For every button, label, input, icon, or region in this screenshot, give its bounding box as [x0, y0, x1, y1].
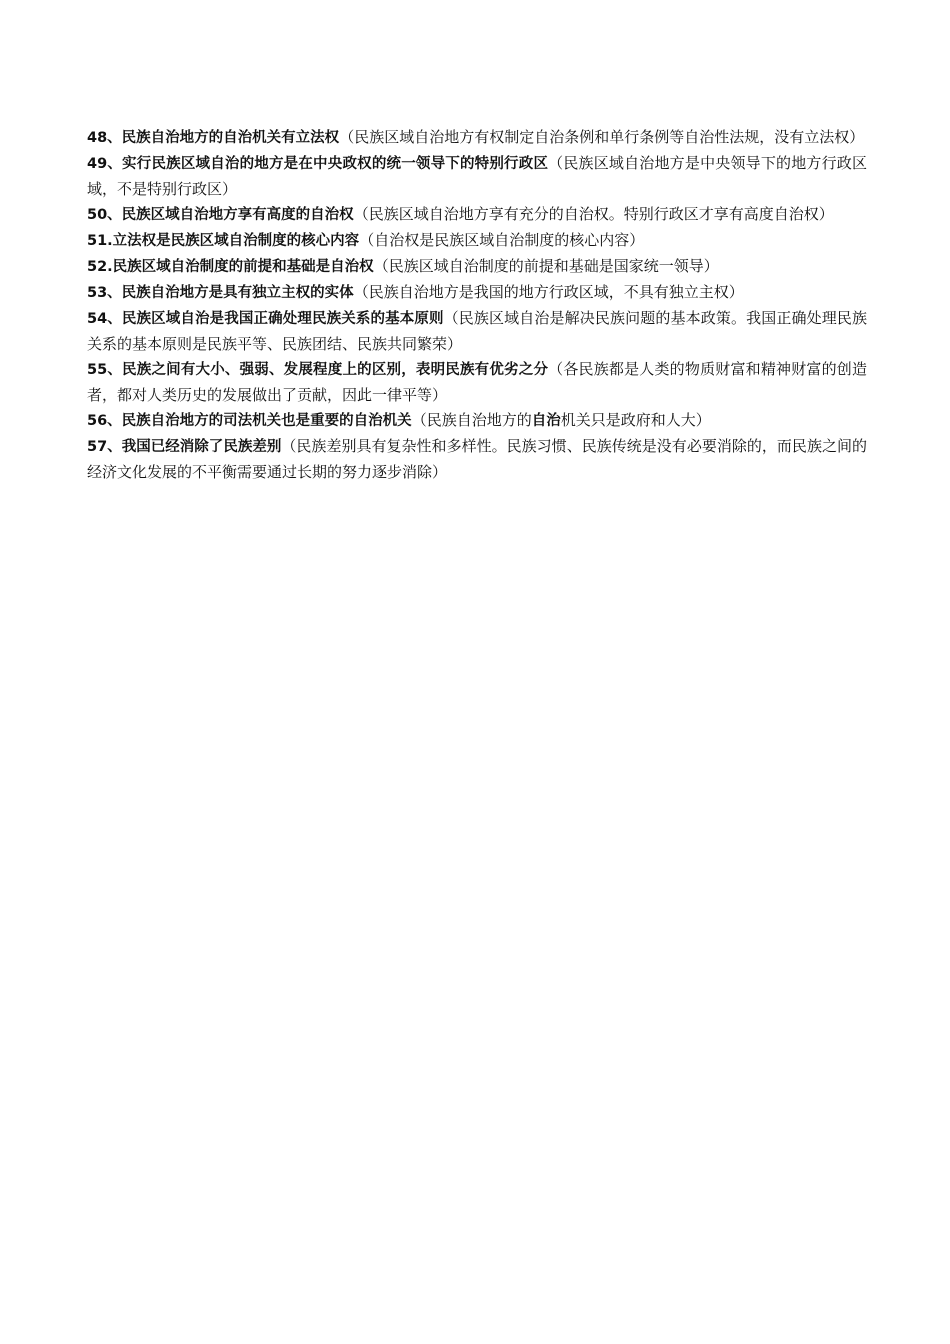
list-item-52 — [87, 254, 867, 280]
list-item-49 — [87, 151, 867, 202]
item-explanation: （民族区域自治制度的前提和基础是国家统一领导） — [373, 257, 719, 275]
item-statement: 48、民族自治地方的自治机关有立法权 — [87, 130, 340, 146]
list-item-56 — [87, 408, 867, 434]
list-item-53 — [87, 280, 867, 306]
item-explanation: （各民族都是人类的物质财富和精神财富的创造者，都对人类历史的发展做出了贡献，因此一律平等） — [87, 360, 867, 404]
item-explanation-emphasis: 自治 — [531, 413, 561, 429]
item-statement: 55、民族之间有大小、强弱、发展程度上的区别，表明民族有优劣之分 — [87, 362, 549, 378]
item-statement: 50、民族区域自治地方享有高度的自治权 — [87, 207, 354, 223]
list-item-50 — [87, 202, 867, 228]
item-explanation-part: （民族自治地方的 — [411, 411, 532, 429]
item-explanation-part: 机关只是政府和人大） — [560, 411, 711, 429]
item-explanation: （民族区域自治地方是中央领导下的地方行政区域，不是特别行政区） — [87, 154, 867, 198]
item-explanation: （民族区域自治是解决民族问题的基本政策。我国正确处理民族关系的基本原则是民族平等、民族团结、民族共同繁荣） — [87, 309, 867, 353]
item-explanation: （民族区域自治地方有权制定自治条例和单行条例等自治性法规，没有立法权） — [339, 128, 865, 146]
list-item-48 — [87, 125, 867, 151]
item-explanation: （民族差别具有复杂性和多样性。民族习惯、民族传统是没有必要消除的，而民族之间的经济文化发展的不平衡需要通过长期的努力逐步消除） — [87, 437, 867, 481]
item-statement: 49、实行民族区域自治的地方是在中央政权的统一领导下的特别行政区 — [87, 156, 549, 172]
item-explanation: （自治权是民族区域自治制度的核心内容） — [359, 231, 645, 249]
list-item-54 — [87, 306, 867, 357]
item-statement: 51.立法权是民族区域自治制度的核心内容 — [87, 233, 360, 249]
item-statement: 56、民族自治地方的司法机关也是重要的自治机关 — [87, 413, 412, 429]
item-explanation: （民族区域自治地方享有充分的自治权。特别行政区才享有高度自治权） — [353, 205, 834, 223]
item-statement: 54、民族区域自治是我国正确处理民族关系的基本原则 — [87, 311, 444, 327]
item-statement: 53、民族自治地方是具有独立主权的实体 — [87, 285, 354, 301]
item-statement: 52.民族区域自治制度的前提和基础是自治权 — [87, 259, 374, 275]
item-statement: 57、我国已经消除了民族差别 — [87, 439, 282, 455]
item-explanation: （民族自治地方是我国的地方行政区域，不具有独立主权） — [353, 283, 744, 301]
list-item-55 — [87, 357, 867, 408]
list-item-51 — [87, 228, 867, 254]
document-body — [87, 125, 867, 485]
list-item-57 — [87, 434, 867, 485]
